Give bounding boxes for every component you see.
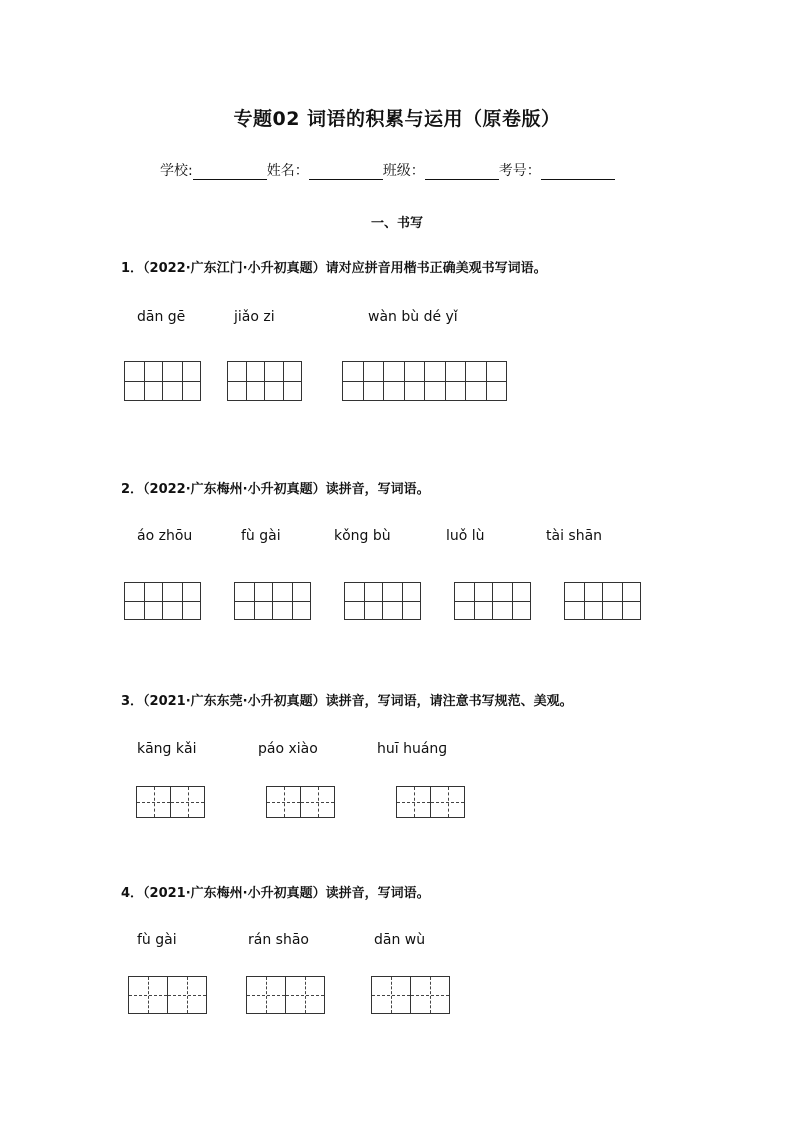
tianzige-cell[interactable]: [564, 582, 603, 620]
q4-pinyin-1: fù gài: [137, 932, 177, 948]
q2-pinyin-3: kǒng bù: [334, 528, 391, 544]
q4-writing-grid-3[interactable]: [371, 976, 450, 1014]
question-3-text: 3．（2021·广东东莞·小升初真题）读拼音，写词语，请注意书写规范、美观。: [121, 694, 573, 709]
q4-writing-grid-1[interactable]: [128, 976, 207, 1014]
exam-number-label: 考号：: [498, 163, 541, 179]
tianzige-cell[interactable]: [602, 582, 641, 620]
tianzige-cell[interactable]: [492, 582, 531, 620]
question-1-text: 1．（2022·广东江门·小升初真题）请对应拼音用楷书正确美观书写词语。: [121, 261, 547, 276]
tianzige-cell[interactable]: [124, 582, 163, 620]
tianzige-cell[interactable]: [424, 361, 466, 401]
q1-pinyin-3: wàn bù dé yǐ: [368, 309, 458, 325]
tianzige-cell[interactable]: [124, 361, 163, 401]
question-2-text: 2．（2022·广东梅州·小升初真题）读拼音，写词语。: [121, 482, 430, 497]
name-label: 姓名：: [266, 163, 309, 179]
tianzige-cell[interactable]: [430, 786, 465, 818]
q4-pinyin-2: rán shāo: [248, 932, 309, 948]
q2-writing-grid-5[interactable]: [564, 582, 641, 620]
tianzige-cell[interactable]: [227, 361, 265, 401]
q1-pinyin-1: dān gē: [137, 309, 186, 325]
section-heading: 一、书写: [370, 216, 423, 231]
q1-writing-grid-2[interactable]: [227, 361, 302, 401]
q1-writing-grid-3[interactable]: [342, 361, 507, 401]
q2-writing-grid-3[interactable]: [344, 582, 421, 620]
school-label: 学校:: [160, 163, 193, 179]
q3-writing-grid-3[interactable]: [396, 786, 465, 818]
student-info-row: [160, 160, 615, 180]
tianzige-cell[interactable]: [382, 582, 421, 620]
q1-pinyin-2: jiǎo zi: [234, 309, 275, 325]
tianzige-cell[interactable]: [454, 582, 493, 620]
tianzige-cell[interactable]: [162, 582, 201, 620]
name-field[interactable]: [309, 163, 383, 180]
q4-writing-grid-2[interactable]: [246, 976, 325, 1014]
tianzige-cell[interactable]: [285, 976, 325, 1014]
q2-writing-grid-4[interactable]: [454, 582, 531, 620]
class-field[interactable]: [425, 163, 499, 180]
tianzige-cell[interactable]: [246, 976, 286, 1014]
tianzige-cell[interactable]: [300, 786, 335, 818]
tianzige-cell[interactable]: [383, 361, 425, 401]
q2-pinyin-1: áo zhōu: [137, 528, 193, 544]
q2-writing-grid-1[interactable]: [124, 582, 201, 620]
tianzige-cell[interactable]: [162, 361, 201, 401]
tianzige-cell[interactable]: [128, 976, 168, 1014]
q4-pinyin-3: dān wù: [374, 932, 426, 948]
q3-writing-grid-1[interactable]: [136, 786, 205, 818]
q3-pinyin-2: páo xiào: [258, 741, 318, 757]
q2-pinyin-5: tài shān: [546, 528, 603, 544]
tianzige-cell[interactable]: [410, 976, 450, 1014]
tianzige-cell[interactable]: [371, 976, 411, 1014]
tianzige-cell[interactable]: [264, 361, 302, 401]
class-label: 班级：: [382, 163, 425, 179]
exam-number-field[interactable]: [541, 163, 615, 180]
tianzige-cell[interactable]: [272, 582, 311, 620]
tianzige-cell[interactable]: [266, 786, 301, 818]
q1-writing-grid-1[interactable]: [124, 361, 201, 401]
tianzige-cell[interactable]: [136, 786, 171, 818]
tianzige-cell[interactable]: [465, 361, 507, 401]
tianzige-cell[interactable]: [234, 582, 273, 620]
tianzige-cell[interactable]: [342, 361, 384, 401]
q3-writing-grid-2[interactable]: [266, 786, 335, 818]
tianzige-cell[interactable]: [344, 582, 383, 620]
q2-writing-grid-2[interactable]: [234, 582, 311, 620]
q2-pinyin-4: luǒ lù: [446, 528, 485, 544]
tianzige-cell[interactable]: [167, 976, 207, 1014]
page-title: 专题02 词语的积累与运用（原卷版）: [233, 108, 561, 130]
q2-pinyin-2: fù gài: [241, 528, 281, 544]
question-4-text: 4．（2021·广东梅州·小升初真题）读拼音，写词语。: [121, 886, 430, 901]
q3-pinyin-3: huī huánɡ: [377, 741, 448, 757]
tianzige-cell[interactable]: [170, 786, 205, 818]
q3-pinyin-1: kānɡ kǎi: [137, 741, 197, 757]
school-field[interactable]: [193, 163, 267, 180]
tianzige-cell[interactable]: [396, 786, 431, 818]
